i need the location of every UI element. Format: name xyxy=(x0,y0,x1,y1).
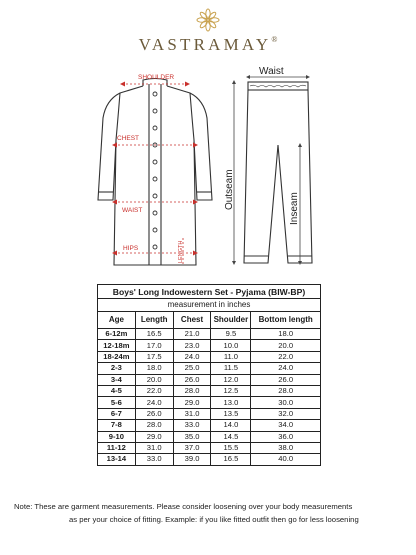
pyjama-drawing xyxy=(244,82,312,263)
table-row: 7-8 28.0 33.0 14.0 34.0 xyxy=(98,420,321,431)
table-row: 3-4 20.0 26.0 12.0 26.0 xyxy=(98,374,321,385)
flower-icon xyxy=(194,8,222,32)
label-length: LENGTH xyxy=(178,240,184,263)
header-bottom-length: Bottom length xyxy=(251,312,321,329)
kurta-buttons xyxy=(153,92,157,249)
label-pyjama-waist: Waist xyxy=(259,66,284,77)
note-line-1: Note: These are garment measurements. Please consider loosening over your body measurements xyxy=(14,502,353,511)
brand-name: VASTRAMAY xyxy=(138,35,272,54)
label-hips: HIPS xyxy=(123,245,139,252)
table-row: 13-14 33.0 39.0 16.5 40.0 xyxy=(98,454,321,465)
label-inseam: Inseam xyxy=(289,192,300,225)
header-shoulder: Shoulder xyxy=(211,312,251,329)
brand-logo xyxy=(0,8,416,58)
registered-mark: ® xyxy=(271,35,278,44)
size-chart-title: Boys' Long Indowestern Set - Pyjama (BIW-BP) xyxy=(98,285,321,299)
table-row: 18-24m 17.5 24.0 11.0 22.0 xyxy=(98,351,321,362)
table-header-row xyxy=(98,312,321,329)
label-chest: CHEST xyxy=(117,135,140,142)
size-chart-subtitle: measurement in inches xyxy=(98,299,321,312)
label-shoulder: SHOULDER xyxy=(138,74,175,81)
kurta-drawing xyxy=(98,79,212,266)
note-line-2: as per your choice of fitting. Example: if you like fitted outfit then go for less loosening xyxy=(69,515,359,524)
table-row: 12-18m 17.0 23.0 10.0 20.0 xyxy=(98,340,321,351)
header-age: Age xyxy=(98,312,136,329)
measurement-note xyxy=(14,500,406,526)
garment-diagram xyxy=(0,60,416,275)
table-row: 4-5 22.0 28.0 12.5 28.0 xyxy=(98,385,321,396)
label-waist: WAIST xyxy=(122,207,143,214)
size-chart-table xyxy=(97,284,321,466)
header-chest: Chest xyxy=(173,312,211,329)
table-row: 6-12m 16.5 21.0 9.5 18.0 xyxy=(98,329,321,340)
table-row: 5-6 24.0 29.0 13.0 30.0 xyxy=(98,397,321,408)
header-length: Length xyxy=(135,312,173,329)
table-row: 2-3 18.0 25.0 11.5 24.0 xyxy=(98,363,321,374)
label-outseam: Outseam xyxy=(224,169,235,210)
table-row: 9-10 29.0 35.0 14.5 36.0 xyxy=(98,431,321,442)
table-row: 11-12 31.0 37.0 15.5 38.0 xyxy=(98,442,321,453)
table-row: 6-7 26.0 31.0 13.5 32.0 xyxy=(98,408,321,419)
